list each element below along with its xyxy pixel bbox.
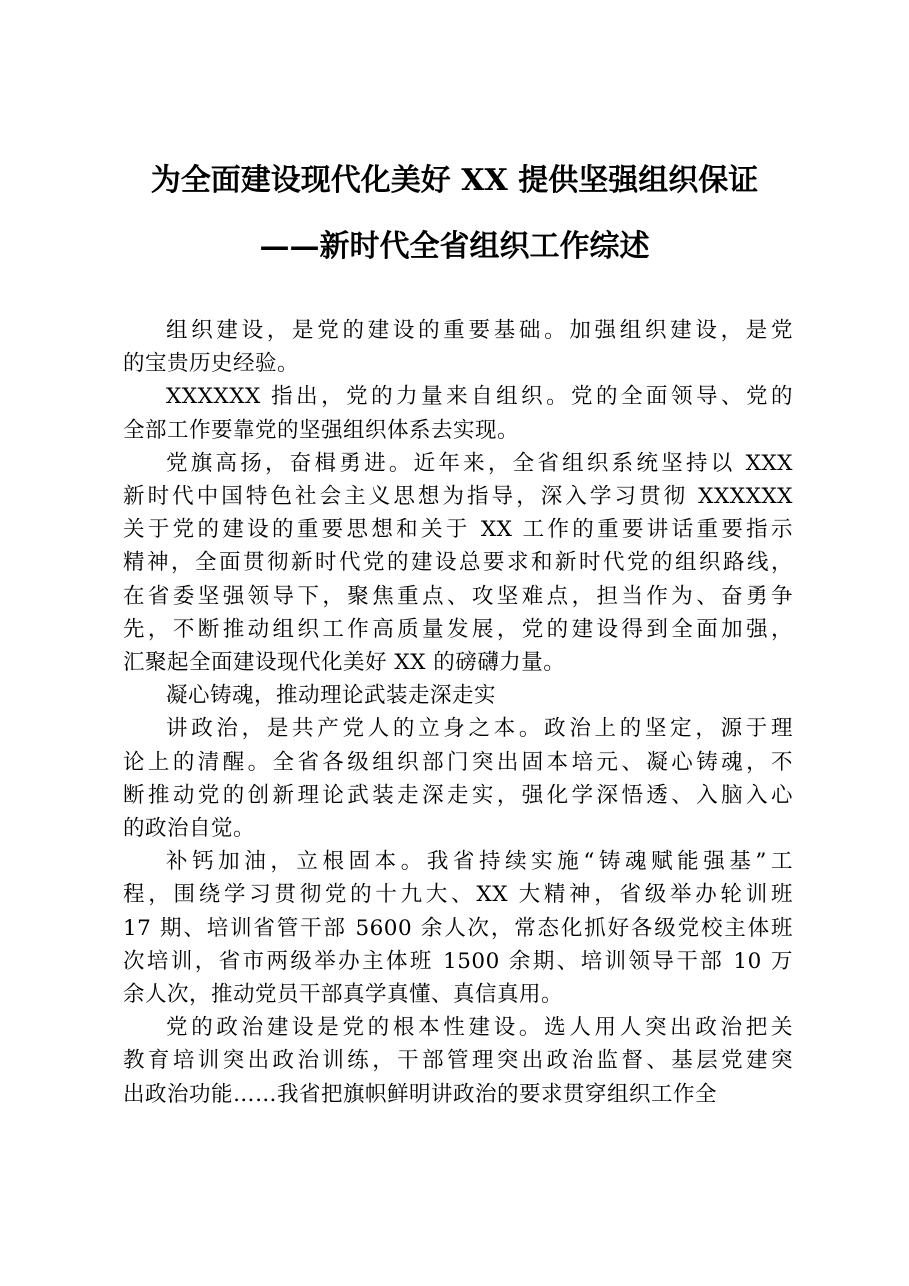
paragraph-line: 党旗高扬，奋楫勇进。近年来，全省组织系统坚持以 XXX [166,450,793,476]
paragraph-line: 论上的清醒。全省各级组织部门突出固本培元、凝心铸魂，不 [123,749,793,775]
paragraph-line: 凝心铸魂，推动理论武装走深走实 [166,683,497,709]
paragraph [123,314,793,380]
paragraph-line: 精神，全面贯彻新时代党的建设总要求和新时代党的组织路线， [123,550,793,576]
paragraph [123,712,793,845]
paragraph-line: 次培训，省市两级举办主体班 1500 余期、培训领导干部 10 万 [123,948,793,974]
paragraph [123,845,793,1011]
document-subtitle: ——新时代全省组织工作综述 [259,229,650,264]
paragraph-line: XXXXXX 指出，党的力量来自组织。党的全面领导、党的 [166,384,793,410]
paragraph [123,1011,793,1111]
paragraph-line: 补钙加油，立根固本。我省持续实施“铸魂赋能强基”工 [166,849,793,875]
paragraph-line: 17 期、培训省管干部 5600 余人次，常态化抓好各级党校主体班 [123,915,793,941]
paragraph-line: 断推动党的创新理论武装走深走实，强化学深悟透、入脑入心 [123,782,793,808]
paragraph-line: 程，围绕学习贯彻党的十九大、XX 大精神，省级举办轮训班 [123,882,793,908]
paragraph-line: 新时代中国特色社会主义思想为指导，深入学习贯彻 XXXXXX [123,484,793,510]
paragraph-line: 先，不断推动组织工作高质量发展，党的建设得到全面加强， [123,616,793,642]
paragraph [123,447,793,679]
paragraph-line: 组织建设，是党的建设的重要基础。加强组织建设，是党 [166,318,793,343]
paragraph-line: 讲政治，是共产党人的立身之本。政治上的坚定，源于理 [166,716,793,742]
paragraph-line: 在省委坚强领导下，聚焦重点、攻坚难点，担当作为、奋勇争 [123,583,793,609]
paragraph-line: 关于党的建设的重要思想和关于 XX 工作的重要讲话重要指示 [123,517,793,543]
paragraph-line: 的政治自觉。 [123,816,256,842]
paragraph-line: 出政治功能……我省把旗帜鲜明讲政治的要求贯穿组织工作全 [123,1081,718,1107]
section-heading [123,679,793,712]
paragraph-line: 全部工作要靠党的坚强组织体系去实现。 [123,417,520,443]
paragraph-line: 党的政治建设是党的根本性建设。选人用人突出政治把关 [166,1015,793,1041]
paragraph-line: 余人次，推动党员干部真学真懂、真信真用。 [123,982,564,1008]
paragraph-line: 的宝贵历史经验。 [123,351,300,377]
document-title: 为全面建设现代化美好 XX 提供坚强组织保证 [150,163,759,198]
document-body [123,314,793,1111]
paragraph-line: 教育培训突出政治训练，干部管理突出政治监督、基层党建突 [123,1048,793,1074]
paragraph [123,380,793,446]
paragraph-line: 汇聚起全面建设现代化美好 XX 的磅礴力量。 [123,650,566,676]
